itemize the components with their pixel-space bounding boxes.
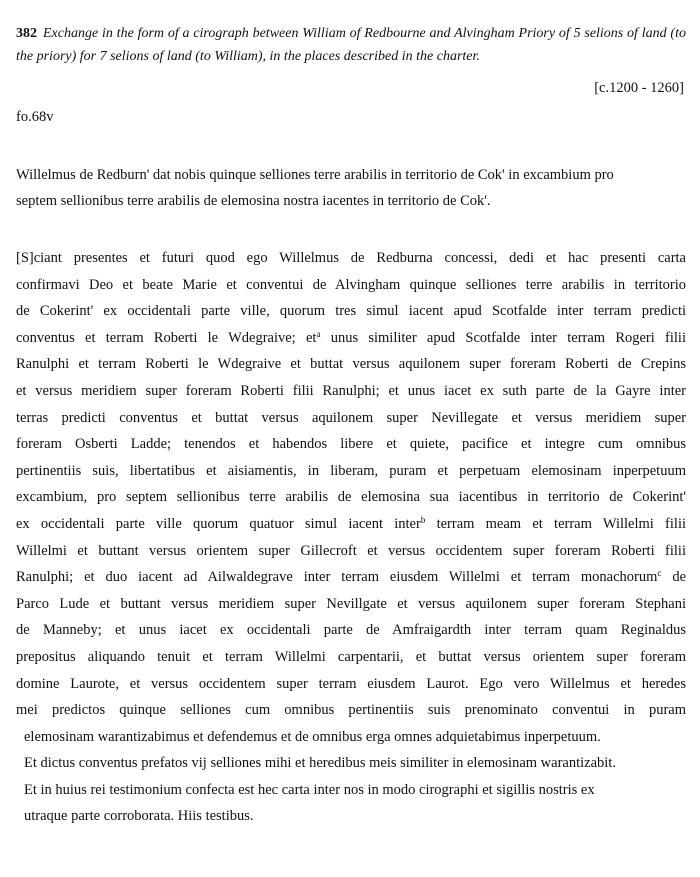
charter-heading: [16, 22, 686, 68]
charter-line: [16, 325, 686, 352]
charter-line: [16, 564, 686, 591]
charter-line: Ranulphi et terram Roberti le Wdegraive et buttat versus aquilonem super foreram Roberti de Crepins: [16, 356, 686, 373]
charter-line: elemosinam warantizabimus et defendemus et de omnibus erga omnes adquietabimus inperpetuum.: [24, 728, 601, 745]
footnote-marker-a: a: [316, 328, 321, 339]
charter-line: mei predictos quinque selliones cum omnibus pertinentiis suis prenominato conventui in puram: [16, 702, 686, 719]
charter-line: Willelmi et buttant versus orientem super Gillecroft et versus occidentem super foreram Roberti filii: [16, 542, 686, 559]
charter-line: et versus meridiem super foreram Roberti filii Ranulphi; et unus iacet ex suth parte de la Gayre inter: [16, 382, 686, 399]
charter-date: [c.1200 - 1260]: [594, 80, 684, 96]
charter-line: [16, 511, 686, 538]
charter-line: foreram Osberti Ladde; tenendos et habendos libere et quiete, pacifice et integre cum omnibus: [16, 436, 686, 453]
footnote-marker-c: c: [657, 568, 662, 579]
charter-line-text: Ranulphi; et duo iacent ad Ailwaldegrave inter terram eiusdem Willelmi et terram monachorum: [16, 569, 658, 586]
charter-title-line-2: the priory) for 7 selions of land (to William), in the places described in the charter.: [16, 49, 480, 64]
charter-line-text: unus similiter apud Scotfalde inter terram Rogeri filii: [320, 329, 686, 346]
charter-line: utraque parte corroborata. Hiis testibus.: [24, 808, 254, 825]
charter-line: pertinentiis suis, libertatibus et aisiamentis, in liberam, puram et perpetuam elemosinam inperpetuum: [16, 462, 686, 479]
abstract-line: Willelmus de Redburn' dat nobis quinque selliones terre arabilis in territorio de Cok' in excambium pro: [16, 167, 614, 183]
charter-line-text: de: [661, 569, 687, 586]
charter-line: de Manneby; et unus iacet ex occidentali parte de Amfraigardth inter terram quam Reginaldus: [16, 622, 686, 639]
charter-line: prepositus aliquando tenuit et terram Willelmi carpentarii, et buttat versus orientem super foreram: [16, 648, 686, 665]
charter-line: domine Laurote, et versus occidentem super terram eiusdem Laurot. Ego vero Willelmus et heredes: [16, 675, 686, 692]
charter-abstract: [16, 162, 686, 214]
abstract-line: septem sellionibus terre arabilis de elemosina nostra iacentes in territorio de Cok'.: [16, 193, 491, 209]
charter-line-text: terram meam et terram Willelmi filii: [425, 515, 687, 532]
footnote-marker-b: b: [420, 514, 426, 525]
charter-line: Et dictus conventus prefatos vij selliones mihi et heredibus meis similiter in elemosinam warantizabit.: [24, 755, 616, 772]
charter-line: excambium, pro septem sellionibus terre arabilis de elemosina sua iacentibus in territorio de Cokerint': [16, 489, 686, 506]
charter-line-text: ex occidentali parte ville quorum quatuor simul iacent inter: [16, 515, 421, 532]
charter-number: 382: [16, 26, 37, 41]
folio-reference: fo.68v: [16, 109, 54, 125]
charter-line-text: conventus et terram Roberti le Wdegraive; et: [16, 329, 317, 346]
charter-line: de Cokerint' ex occidentali parte ville, quorum tres simul iacent apud Scotfalde inter terram predicti: [16, 303, 686, 320]
charter-line: terras predicti conventus et buttat versus aquilonem super Nevillegate et versus meridiem super: [16, 409, 686, 426]
charter-text: [16, 245, 686, 830]
charter-line: [S]ciant presentes et futuri quod ego Willelmus de Redburna concessi, dedi et hac presenti carta: [16, 250, 686, 266]
charter-title-line-1: Exchange in the form of a cirograph between William of Redbourne and Alvingham Priory of 5 selions of land (to: [43, 26, 686, 41]
charter-line: Et in huius rei testimonium confecta est hec carta inter nos in modo cirographi et sigillis nostris ex: [24, 781, 595, 798]
charter-line: confirmavi Deo et beate Marie et conventui de Alvingham quinque selliones terre arabilis in territorio: [16, 276, 686, 293]
charter-line: Parco Lude et buttant versus meridiem super Nevillgate et versus aquilonem super foreram Stephani: [16, 595, 686, 612]
